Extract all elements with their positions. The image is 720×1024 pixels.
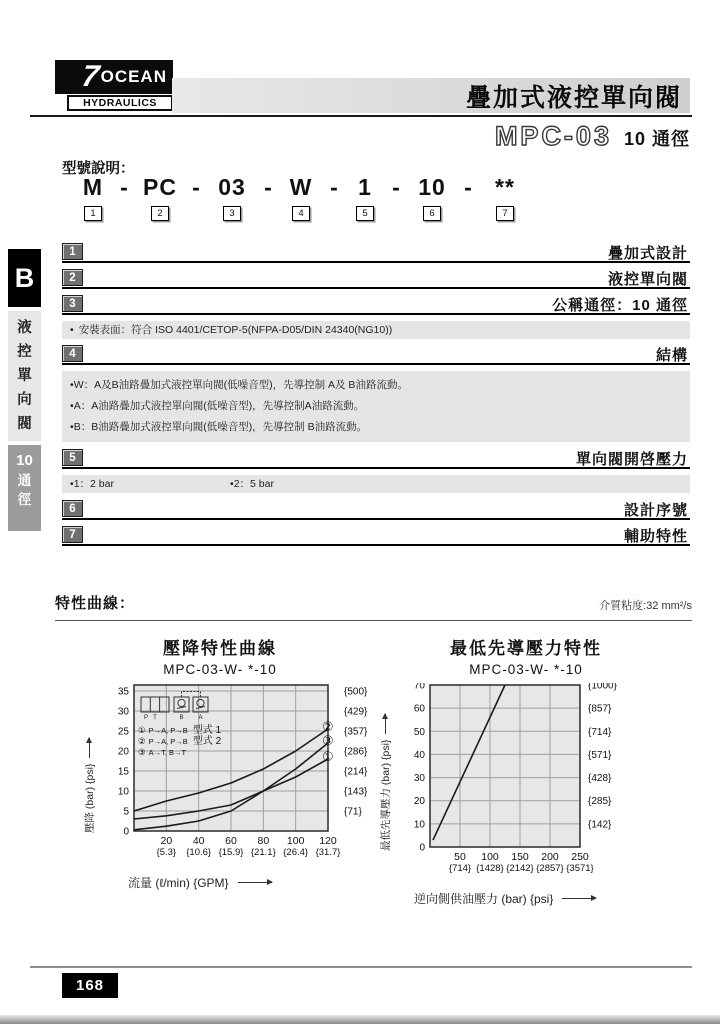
svg-text:20: 20 xyxy=(117,746,129,758)
svg-text:0: 0 xyxy=(419,842,425,854)
svg-text:{1000}: {1000} xyxy=(588,683,617,692)
x-axis-label xyxy=(414,890,666,907)
spec-row-7 xyxy=(62,526,690,546)
y-axis-label-text: 最低先導壓力 (bar) {psi} xyxy=(380,739,392,851)
svg-text:{2857}: {2857} xyxy=(536,863,564,874)
svg-text:②: ② xyxy=(322,719,334,734)
legend-entry-2 xyxy=(138,736,268,747)
svg-text:100: 100 xyxy=(481,851,499,863)
spec-row-6 xyxy=(62,500,690,520)
svg-text:{21.1}: {21.1} xyxy=(250,847,276,858)
svg-text:{10.6}: {10.6} xyxy=(186,847,212,858)
legend-mark: ① xyxy=(138,725,146,735)
x-axis-label-text: 流量 (ℓ/min) {GPM} xyxy=(128,876,229,890)
spec-row-number: 4 xyxy=(62,345,83,362)
logo-brand-name: OCEAN xyxy=(100,67,167,86)
model-code-heading: 型號說明： xyxy=(62,161,135,177)
code-part xyxy=(481,174,529,221)
bullet: • xyxy=(70,421,74,433)
viscosity-note: 介質粘度:32 mm²/s xyxy=(599,600,692,612)
code-dash: - xyxy=(464,174,472,200)
x-axis-label-text: 逆向側供油壓力 (bar) {psi} xyxy=(414,892,554,906)
spec-row-label: 公稱通徑：10 通徑 xyxy=(552,297,688,314)
port-label-t: T xyxy=(153,715,157,720)
spec-row-label: 疊加式設計 xyxy=(607,245,688,262)
svg-text:20: 20 xyxy=(160,835,173,847)
svg-text:200: 200 xyxy=(541,851,559,863)
page-title: 疊加式液控單向閥 xyxy=(465,83,682,112)
svg-text:50: 50 xyxy=(413,726,425,738)
svg-text:80: 80 xyxy=(257,835,270,847)
model-header xyxy=(30,121,690,152)
spec-row-number: 2 xyxy=(62,269,83,286)
svg-text:150: 150 xyxy=(511,851,529,863)
legend-style: 型式 1 xyxy=(192,725,222,736)
spec-row-number: 7 xyxy=(62,526,83,543)
code-dash: - xyxy=(120,174,128,200)
logo-seven: 7 xyxy=(79,60,101,93)
curves-section-header xyxy=(55,592,692,621)
sidebar-size-tab xyxy=(8,445,41,531)
min-pilot-pressure-chart xyxy=(380,634,666,907)
x-axis-label xyxy=(128,874,370,891)
svg-text:{31.7}: {31.7} xyxy=(315,847,341,858)
code-text: 1 xyxy=(358,174,372,200)
legend-flow: A→T, B→T xyxy=(148,748,187,757)
code-index-box: 3 xyxy=(223,206,241,221)
svg-text:{285}: {285} xyxy=(588,796,612,808)
brand-logo xyxy=(55,60,173,114)
pressure-drop-chart xyxy=(70,634,370,891)
code-part xyxy=(137,174,183,221)
spec-table xyxy=(62,243,690,552)
up-arrow-icon xyxy=(385,714,386,734)
y-axis-label xyxy=(82,738,97,833)
svg-text:70: 70 xyxy=(413,683,425,692)
chart-legend xyxy=(138,688,268,758)
svg-text:{714}: {714} xyxy=(448,863,472,874)
svg-text:60: 60 xyxy=(225,835,237,847)
code-text: W xyxy=(289,174,313,200)
bullet: • xyxy=(70,478,74,490)
y-axis-label xyxy=(378,714,393,851)
code-index-box: 5 xyxy=(356,206,374,221)
chart-plot-area xyxy=(84,683,370,864)
svg-text:250: 250 xyxy=(571,851,589,863)
svg-text:60: 60 xyxy=(413,703,425,715)
svg-text:5: 5 xyxy=(123,806,129,818)
page-title-bar xyxy=(172,78,690,113)
legend-flow: P→A, P→B xyxy=(148,726,188,735)
svg-text:0: 0 xyxy=(123,826,129,838)
bullet: • xyxy=(70,324,74,336)
port-label-a: A xyxy=(198,715,203,720)
up-arrow-icon xyxy=(89,738,90,758)
bullet: • xyxy=(70,400,74,412)
spec-row-number: 5 xyxy=(62,449,83,466)
code-index-box: 2 xyxy=(151,206,169,221)
svg-text:{571}: {571} xyxy=(588,749,612,761)
footer-divider xyxy=(30,966,692,968)
spec-row-number: 6 xyxy=(62,500,83,517)
code-index-box: 1 xyxy=(84,206,102,221)
legend-style: 型式 2 xyxy=(192,736,222,747)
svg-text:{1428}: {1428} xyxy=(476,863,504,874)
model-code-row xyxy=(75,174,529,221)
spec-row-number: 1 xyxy=(62,243,83,260)
spec-row-1 xyxy=(62,243,690,263)
chart-subtitle: MPC-03-W- *-10 xyxy=(469,662,583,677)
code-dash: - xyxy=(330,174,338,200)
spec-row-label: 單向閥開啓壓力 xyxy=(575,451,688,468)
right-arrow-icon xyxy=(238,882,272,883)
svg-text:100: 100 xyxy=(286,835,305,847)
y-axis-label-text: 壓降 (bar) {psi} xyxy=(84,763,96,833)
code-text: 10 xyxy=(418,174,446,200)
spec-note-text: 1：2 bar xyxy=(73,478,114,490)
svg-text:{26.4}: {26.4} xyxy=(283,847,309,858)
spec-row-number: 3 xyxy=(62,295,83,312)
code-dash: - xyxy=(264,174,272,200)
spec-row-label: 結構 xyxy=(655,347,688,364)
legend-entry-1 xyxy=(138,725,268,736)
spec-note-text: A：A油路疊加式液控單向閥(低噪音型)，先導控制A油路流動。 xyxy=(73,400,365,412)
svg-text:{142}: {142} xyxy=(588,819,612,831)
code-part xyxy=(281,174,321,221)
code-index-box: 4 xyxy=(292,206,310,221)
svg-text:35: 35 xyxy=(117,686,129,698)
svg-text:25: 25 xyxy=(117,726,129,738)
spec-note-text: 2：5 bar xyxy=(233,478,274,490)
code-dash: - xyxy=(192,174,200,200)
curves-section-title: 特性曲線： xyxy=(55,595,136,612)
svg-text:{3571}: {3571} xyxy=(566,863,594,874)
svg-text:{428}: {428} xyxy=(588,773,612,785)
spec-row-4 xyxy=(62,345,690,365)
spec-note-text: W：A及B油路疊加式液控單向閥(低噪音型)，先導控制 A及 B油路流動。 xyxy=(73,379,408,391)
spec-row-label: 設計序號 xyxy=(623,502,688,519)
svg-text:{500}: {500} xyxy=(344,686,368,698)
spec-note-text: 安裝表面：符合 ISO 4401/CETOP-5(NFPA-D05/DIN 24340(NG10)) xyxy=(78,324,393,336)
legend-entry-3 xyxy=(138,747,268,758)
spec-row-2 xyxy=(62,269,690,289)
logo-top xyxy=(55,60,173,94)
chart-plot-area xyxy=(380,683,666,880)
port-label-p: P xyxy=(143,715,149,720)
code-text: M xyxy=(82,174,104,200)
model-number: MPC-03 xyxy=(494,121,612,151)
legend-flow: P→A, P→B xyxy=(148,737,188,746)
svg-text:{429}: {429} xyxy=(344,706,368,718)
sidebar-size-label: 通徑 xyxy=(17,473,32,507)
svg-text:③: ③ xyxy=(322,733,334,748)
code-index-box: 6 xyxy=(423,206,441,221)
spec-note-mounting xyxy=(62,321,690,339)
spec-row-label: 輔助特性 xyxy=(623,528,688,545)
sidebar-size-number: 10 xyxy=(16,452,33,469)
sidebar-section-tab: B xyxy=(8,249,41,307)
page-bottom-edge xyxy=(0,1015,720,1024)
svg-text:10: 10 xyxy=(413,819,425,831)
chart-title: 壓降特性曲線 xyxy=(163,639,277,658)
chart-title: 最低先導壓力特性 xyxy=(450,639,602,658)
svg-text:30: 30 xyxy=(117,706,129,718)
svg-text:①: ① xyxy=(322,749,334,764)
code-text: 03 xyxy=(218,174,246,200)
bullet: • xyxy=(230,478,234,490)
svg-text:40: 40 xyxy=(192,835,205,847)
svg-text:{5.3}: {5.3} xyxy=(156,847,177,858)
svg-text:{286}: {286} xyxy=(344,746,368,758)
chart-subtitle: MPC-03-W- *-10 xyxy=(163,662,277,677)
svg-text:{15.9}: {15.9} xyxy=(218,847,244,858)
code-part xyxy=(209,174,255,221)
code-part xyxy=(347,174,383,221)
svg-text:10: 10 xyxy=(117,786,129,798)
model-size: 10 通徑 xyxy=(623,129,690,149)
spec-note-text: B：B油路疊加式液控單向閥(低噪音型)，先導控制 B油路流動。 xyxy=(73,421,368,433)
logo-sub-name: HYDRAULICS xyxy=(67,95,173,111)
svg-text:{714}: {714} xyxy=(588,726,612,738)
svg-text:15: 15 xyxy=(117,766,129,778)
svg-text:120: 120 xyxy=(319,835,337,847)
svg-text:40: 40 xyxy=(413,749,425,761)
svg-text:50: 50 xyxy=(454,851,466,863)
svg-text:{71}: {71} xyxy=(344,806,362,818)
code-text: ** xyxy=(495,174,515,200)
svg-text:{857}: {857} xyxy=(588,703,612,715)
min-pilot-pressure-plot xyxy=(394,683,646,875)
legend-mark: ② xyxy=(138,736,146,746)
code-index-box: 7 xyxy=(496,206,514,221)
spec-note-structure xyxy=(62,371,690,442)
sidebar-category-label: 液控單向閥 xyxy=(17,320,32,432)
bullet: • xyxy=(70,379,74,391)
port-label-b: B xyxy=(179,715,184,720)
legend-mark: ③ xyxy=(138,747,146,757)
svg-text:{2142}: {2142} xyxy=(506,863,534,874)
svg-text:{357}: {357} xyxy=(344,726,368,738)
svg-text:30: 30 xyxy=(413,773,425,785)
spec-row-3 xyxy=(62,295,690,315)
header-divider xyxy=(30,115,692,117)
right-arrow-icon xyxy=(562,898,596,899)
svg-text:{214}: {214} xyxy=(344,766,368,778)
spec-note-cracking-pressure xyxy=(62,475,690,493)
spec-row-label: 液控單向閥 xyxy=(607,271,688,288)
code-text: PC xyxy=(143,174,177,200)
svg-text:20: 20 xyxy=(413,796,425,808)
svg-text:{143}: {143} xyxy=(344,786,368,798)
code-part xyxy=(409,174,455,221)
code-dash: - xyxy=(392,174,400,200)
sidebar-category xyxy=(8,311,41,441)
code-part xyxy=(75,174,111,221)
valve-symbol xyxy=(138,688,212,720)
page-number: 168 xyxy=(62,973,118,998)
spec-row-5 xyxy=(62,449,690,469)
